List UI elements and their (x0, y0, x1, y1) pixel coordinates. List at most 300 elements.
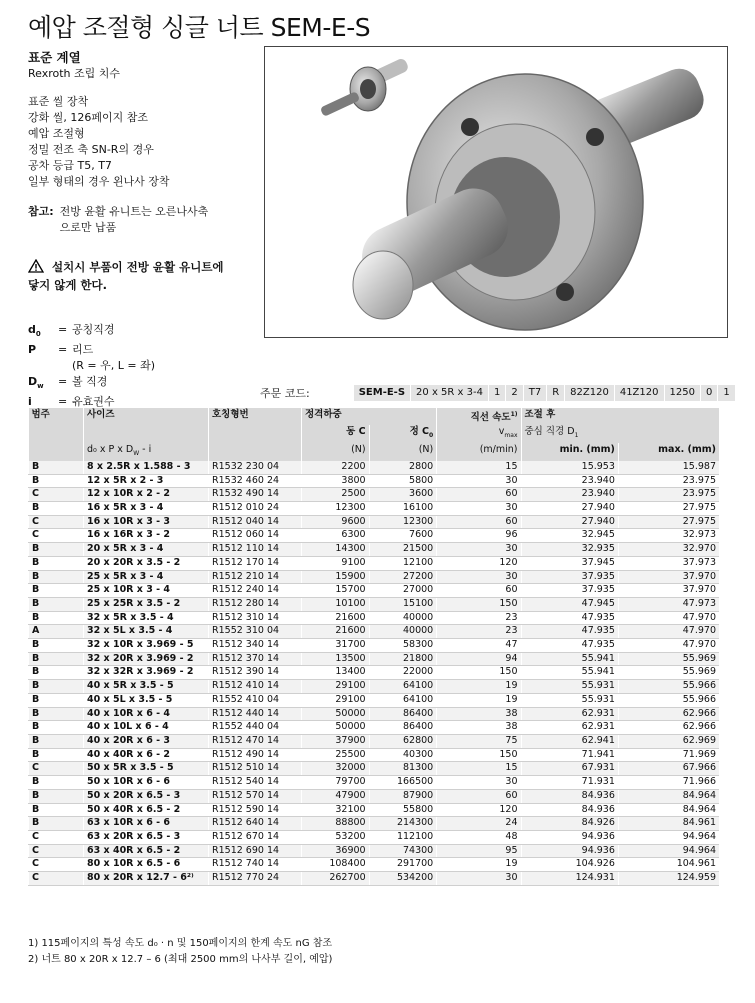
table-cell: 62.931 (521, 707, 618, 721)
note-text: 전방 윤활 유니트는 오른나사축 으로만 납품 (59, 205, 209, 234)
table-cell: 47.945 (521, 597, 618, 611)
table-cell: 32 x 20R x 3.969 - 2 (84, 652, 209, 666)
order-code-cell: 20 x 5R x 3-4 (411, 385, 489, 401)
table-cell: 47.973 (618, 597, 719, 611)
feature-item: 예압 조절형 (28, 127, 85, 140)
table-cell: R1512 310 14 (209, 611, 302, 625)
table-cell: 37.935 (521, 570, 618, 584)
table-cell: 60 (437, 488, 521, 502)
table-cell: 22000 (369, 666, 437, 680)
table-cell: 23.940 (521, 488, 618, 502)
table-row (29, 556, 720, 570)
table-cell: 3600 (369, 488, 437, 502)
table-cell: 21600 (302, 625, 370, 639)
table-cell: 55.966 (618, 693, 719, 707)
table-cell: 84.964 (618, 803, 719, 817)
table-cell: 37.973 (618, 556, 719, 570)
footnote: 2) 너트 80 x 20R x 12.7 – 6 (최대 2500 mm의 나사부 길이, 예압) (28, 954, 333, 965)
table-cell: 37.970 (618, 584, 719, 598)
table-cell: 62800 (369, 735, 437, 749)
table-cell: 214300 (369, 817, 437, 831)
header-vmax: $v_{max}$ (437, 425, 521, 443)
table-row (29, 639, 720, 653)
legend-row: i = 유효권수 (28, 395, 115, 409)
table-cell: C (29, 762, 84, 776)
ball-screw-nut-photo (264, 46, 728, 338)
table-cell: B (29, 584, 84, 598)
table-cell: R1512 410 14 (209, 680, 302, 694)
legend-symbol: d (28, 323, 36, 336)
table-cell: 94 (437, 652, 521, 666)
table-cell: 75 (437, 735, 521, 749)
table-cell: 87900 (369, 789, 437, 803)
table-cell: R1512 690 14 (209, 844, 302, 858)
table-cell: 64100 (369, 680, 437, 694)
table-row (29, 830, 720, 844)
table-cell: R1512 370 14 (209, 652, 302, 666)
table-cell: 47900 (302, 789, 370, 803)
table-cell: 5800 (369, 474, 437, 488)
table-cell: 15.987 (618, 461, 719, 474)
table-cell: 150 (437, 597, 521, 611)
footnotes (28, 936, 332, 968)
table-cell: B (29, 680, 84, 694)
feature-item: 일부 형태의 경우 왼나사 장착 (28, 175, 170, 188)
table-cell: 10100 (302, 597, 370, 611)
table-cell: 60 (437, 584, 521, 598)
table-cell: A (29, 625, 84, 639)
legend-row: $d_0$ = 공칭직경 (28, 322, 155, 342)
table-row (29, 776, 720, 790)
table-cell: C (29, 830, 84, 844)
table-row (29, 858, 720, 872)
feature-item: 정밀 전조 축 SN-R의 경우 (28, 143, 154, 156)
header-static: 정 $C_0$ (369, 425, 437, 443)
table-cell: 47 (437, 639, 521, 653)
table-cell: 23 (437, 625, 521, 639)
legend-symbol: P (28, 343, 37, 357)
table-cell: 71.941 (521, 748, 618, 762)
series-subheading: Rexroth 조립 치수 (28, 67, 121, 80)
table-cell: 2500 (302, 488, 370, 502)
table-cell: 55.931 (521, 680, 618, 694)
table-cell: 32 x 5L x 3.5 - 4 (84, 625, 209, 639)
table-cell: 21800 (369, 652, 437, 666)
table-cell: 71.969 (618, 748, 719, 762)
table-cell: 30 (437, 570, 521, 584)
table-cell: R1512 240 14 (209, 584, 302, 598)
page-title: 예압 조절형 싱글 너트 SEM-E-S (28, 13, 371, 42)
header-load: 정격하중 (302, 408, 437, 425)
table-cell: 40 x 5R x 3.5 - 5 (84, 680, 209, 694)
table-cell: 55.969 (618, 666, 719, 680)
table-cell: 55.969 (618, 652, 719, 666)
table-cell: 15900 (302, 570, 370, 584)
table-cell: 12300 (302, 502, 370, 516)
table-cell: 94.936 (521, 844, 618, 858)
table-cell: 16 x 10R x 3 - 3 (84, 515, 209, 529)
table-cell: R1512 770 24 (209, 872, 302, 886)
table-cell: 40 x 10R x 6 - 4 (84, 707, 209, 721)
table-cell: B (29, 735, 84, 749)
table-cell: 3800 (302, 474, 370, 488)
table-row (29, 461, 720, 474)
table-cell: 40000 (369, 611, 437, 625)
legend-text: (R = 우, L = 좌) (72, 359, 156, 373)
order-code-cell: R (547, 385, 565, 401)
note-label: 참고: (28, 205, 54, 218)
table-cell: R1532 460 24 (209, 474, 302, 488)
table-cell: 81300 (369, 762, 437, 776)
table-cell: 108400 (302, 858, 370, 872)
table-cell: 112100 (369, 830, 437, 844)
table-cell: B (29, 817, 84, 831)
table-cell: 47.935 (521, 611, 618, 625)
table-cell: R1512 570 14 (209, 789, 302, 803)
table-cell: 32.945 (521, 529, 618, 543)
table-cell: 120 (437, 803, 521, 817)
table-cell: R1512 740 14 (209, 858, 302, 872)
table-row (29, 803, 720, 817)
table-cell: 166500 (369, 776, 437, 790)
table-cell: 32000 (302, 762, 370, 776)
header-center-diameter: 중심 직경 $D_1$ (521, 425, 719, 443)
table-cell: 32.973 (618, 529, 719, 543)
table-cell: 24 (437, 817, 521, 831)
table-cell: 8 x 2.5R x 1.588 - 3 (84, 461, 209, 474)
order-code-cell: 41Z120 (615, 385, 665, 401)
table-cell: 50 x 10R x 6 - 6 (84, 776, 209, 790)
table-cell: B (29, 721, 84, 735)
warning (28, 258, 258, 294)
table-cell: 2200 (302, 461, 370, 474)
table-cell: 23.975 (618, 474, 719, 488)
table-cell: 71.931 (521, 776, 618, 790)
table-cell: 50 x 20R x 6.5 - 3 (84, 789, 209, 803)
table-cell: 94.964 (618, 830, 719, 844)
table-cell: 88800 (302, 817, 370, 831)
header-speed: 직선 속도$^{1)}$ (437, 408, 521, 425)
table-cell: 12 x 10R x 2 - 2 (84, 488, 209, 502)
order-code-cell: T7 (524, 385, 547, 401)
table-cell: 25500 (302, 748, 370, 762)
table-row (29, 543, 720, 557)
table-cell: B (29, 597, 84, 611)
table-cell: 37.970 (618, 570, 719, 584)
table-cell: C (29, 515, 84, 529)
table-cell: 30 (437, 543, 521, 557)
table-cell: 47.935 (521, 625, 618, 639)
order-code-cells (354, 385, 736, 401)
table-row (29, 502, 720, 516)
table-cell: R1532 230 04 (209, 461, 302, 474)
table-cell: 9600 (302, 515, 370, 529)
table-cell: 47.970 (618, 639, 719, 653)
table-cell: 2800 (369, 461, 437, 474)
feature-item: 표준 씰 장착 (28, 95, 89, 108)
table-cell: 262700 (302, 872, 370, 886)
table-row (29, 735, 720, 749)
table-cell: 95 (437, 844, 521, 858)
table-cell: 27.975 (618, 515, 719, 529)
table-cell: R1552 410 04 (209, 693, 302, 707)
table-cell: 534200 (369, 872, 437, 886)
table-row (29, 570, 720, 584)
table-cell: 12 x 5R x 2 - 3 (84, 474, 209, 488)
table-cell: 29100 (302, 680, 370, 694)
product-description (28, 50, 258, 294)
legend-symbol: i (28, 395, 32, 409)
table-row (29, 762, 720, 776)
table-cell: B (29, 556, 84, 570)
table-cell: 96 (437, 529, 521, 543)
table-cell: B (29, 748, 84, 762)
table-row (29, 721, 720, 735)
table-cell: 38 (437, 721, 521, 735)
table-cell: 32 x 32R x 3.969 - 2 (84, 666, 209, 680)
table-cell: 50000 (302, 721, 370, 735)
table-cell: 84.926 (521, 817, 618, 831)
order-code-cell: 0 (701, 385, 718, 401)
table-cell: 40 x 20R x 6 - 3 (84, 735, 209, 749)
table-cell: 62.941 (521, 735, 618, 749)
table-cell: 62.931 (521, 721, 618, 735)
table-cell: 38 (437, 707, 521, 721)
table-cell: 150 (437, 748, 521, 762)
table-cell: B (29, 666, 84, 680)
table-cell: 13500 (302, 652, 370, 666)
table-cell: 12100 (369, 556, 437, 570)
table-cell: 40000 (369, 625, 437, 639)
table-cell: 120 (437, 556, 521, 570)
header-adjust: 조절 후 (521, 408, 719, 425)
feature-list (28, 94, 258, 190)
order-code-cell: 1250 (665, 385, 701, 401)
table-cell: 25 x 10R x 3 - 4 (84, 584, 209, 598)
unit-n: (N) (302, 443, 370, 461)
table-cell: 15 (437, 461, 521, 474)
table-cell: R1512 670 14 (209, 830, 302, 844)
order-code-cell: 2 (506, 385, 523, 401)
note (28, 204, 258, 236)
unit-n: (N) (369, 443, 437, 461)
legend-text: 공칭직경 (72, 323, 115, 336)
table-row (29, 789, 720, 803)
table-cell: 25 x 25R x 3.5 - 2 (84, 597, 209, 611)
header-max: max. (mm) (618, 443, 719, 461)
table-cell: R1552 310 04 (209, 625, 302, 639)
table-cell: 40 x 5L x 3.5 - 5 (84, 693, 209, 707)
table-cell: 32 x 5R x 3.5 - 4 (84, 611, 209, 625)
header-dynamic: 동 C (302, 425, 370, 443)
table-cell: R1512 490 14 (209, 748, 302, 762)
header-size: 사이즈 (84, 408, 209, 425)
table-cell: B (29, 461, 84, 474)
table-cell: C (29, 844, 84, 858)
table-cell: 21500 (369, 543, 437, 557)
table-cell: R1512 590 14 (209, 803, 302, 817)
table-cell: 64100 (369, 693, 437, 707)
table-cell: 291700 (369, 858, 437, 872)
table-cell: R1512 340 14 (209, 639, 302, 653)
table-cell: 32 x 10R x 3.969 - 5 (84, 639, 209, 653)
table-row (29, 515, 720, 529)
table-cell: R1512 390 14 (209, 666, 302, 680)
legend-row: $D_w$ = 볼 직경 (28, 374, 155, 394)
table-cell: 62.966 (618, 721, 719, 735)
table-cell: 19 (437, 693, 521, 707)
order-code-cell: 1 (489, 385, 506, 401)
table-cell: 9100 (302, 556, 370, 570)
table-cell: 124.931 (521, 872, 618, 886)
warning-triangle-icon (28, 259, 44, 273)
table-row (29, 584, 720, 598)
table-cell: R1512 470 14 (209, 735, 302, 749)
table-cell: R1512 280 14 (209, 597, 302, 611)
table-row (29, 488, 720, 502)
legend-text: 리드 (72, 343, 94, 357)
warning-line-1: 설치시 부품이 전방 윤활 유니트에 (52, 260, 224, 274)
table-row (29, 652, 720, 666)
table-cell: 50000 (302, 707, 370, 721)
table-cell: 47.935 (521, 639, 618, 653)
table-cell: 37900 (302, 735, 370, 749)
table-cell: 6300 (302, 529, 370, 543)
table-cell: 36900 (302, 844, 370, 858)
table-cell: 20 x 5R x 3 - 4 (84, 543, 209, 557)
table-cell: 30 (437, 502, 521, 516)
table-cell: 55800 (369, 803, 437, 817)
table-cell: 16 x 16R x 3 - 2 (84, 529, 209, 543)
table-cell: 14300 (302, 543, 370, 557)
table-cell: 86400 (369, 721, 437, 735)
table-cell: B (29, 789, 84, 803)
table-cell: R1512 640 14 (209, 817, 302, 831)
table-cell: 55.931 (521, 693, 618, 707)
table-cell: 150 (437, 666, 521, 680)
table-cell: 19 (437, 680, 521, 694)
table-row (29, 666, 720, 680)
table-cell: B (29, 639, 84, 653)
legend-symbol: D (28, 375, 38, 389)
table-cell: 60 (437, 789, 521, 803)
table-cell: 124.959 (618, 872, 719, 886)
table-cell: 55.941 (521, 652, 618, 666)
table-cell: 79700 (302, 776, 370, 790)
table-cell: R1512 040 14 (209, 515, 302, 529)
table-cell: 23.975 (618, 488, 719, 502)
spec-table (28, 408, 719, 886)
table-cell: B (29, 693, 84, 707)
table-row (29, 707, 720, 721)
table-cell: 7600 (369, 529, 437, 543)
table-cell: 23.940 (521, 474, 618, 488)
order-code-label: 주문 코드: (260, 387, 310, 400)
table-cell: 27000 (369, 584, 437, 598)
table-cell: 63 x 40R x 6.5 - 2 (84, 844, 209, 858)
symbol-legend (28, 322, 155, 410)
table-cell: B (29, 502, 84, 516)
table-cell: 71.966 (618, 776, 719, 790)
header-code: 호칭형번 (209, 408, 302, 425)
table-cell: 15100 (369, 597, 437, 611)
table-cell: 80 x 20R x 12.7 - 6²⁾ (84, 872, 209, 886)
table-cell: 30 (437, 776, 521, 790)
table-cell: 27.940 (521, 515, 618, 529)
table-cell: R1512 440 14 (209, 707, 302, 721)
legend-text: 유효권수 (72, 395, 115, 409)
legend-row: P = 리드 (28, 343, 94, 357)
table-row (29, 693, 720, 707)
table-cell: 19 (437, 858, 521, 872)
table-cell: 58300 (369, 639, 437, 653)
table-cell: 84.964 (618, 789, 719, 803)
table-cell: R1512 210 14 (209, 570, 302, 584)
table-cell: 84.961 (618, 817, 719, 831)
table-cell: C (29, 872, 84, 886)
table-cell: R1512 060 14 (209, 529, 302, 543)
table-cell: R1512 510 14 (209, 762, 302, 776)
table-row (29, 872, 720, 886)
table-cell: 84.936 (521, 803, 618, 817)
header-min: min. (mm) (521, 443, 618, 461)
table-cell: B (29, 776, 84, 790)
table-cell: 62.966 (618, 707, 719, 721)
header-size-formula: d₀ x P x $D_W$ - i (84, 443, 209, 461)
table-cell: B (29, 707, 84, 721)
table-cell: B (29, 474, 84, 488)
table-cell: B (29, 570, 84, 584)
feature-item: 강화 씰, 126페이지 참조 (28, 111, 148, 124)
table-cell: B (29, 611, 84, 625)
table-cell: 47.970 (618, 625, 719, 639)
table-cell: B (29, 543, 84, 557)
table-cell: 21600 (302, 611, 370, 625)
table-cell: R1552 440 04 (209, 721, 302, 735)
table-cell: 15.953 (521, 461, 618, 474)
table-cell: 55.941 (521, 666, 618, 680)
order-code-cell: 82Z120 (565, 385, 615, 401)
table-cell: 50 x 40R x 6.5 - 2 (84, 803, 209, 817)
table-cell: 53200 (302, 830, 370, 844)
table-cell: R1512 010 24 (209, 502, 302, 516)
table-cell: 55.966 (618, 680, 719, 694)
table-cell: C (29, 858, 84, 872)
table-cell: R1532 490 14 (209, 488, 302, 502)
table-cell: 86400 (369, 707, 437, 721)
table-row (29, 625, 720, 639)
feature-item: 공차 등급 T5, T7 (28, 159, 112, 172)
table-cell: 63 x 10R x 6 - 6 (84, 817, 209, 831)
table-cell: 47.970 (618, 611, 719, 625)
table-row (29, 597, 720, 611)
table-row (29, 817, 720, 831)
table-cell: 50 x 5R x 3.5 - 5 (84, 762, 209, 776)
table-cell: C (29, 488, 84, 502)
table-cell: 27200 (369, 570, 437, 584)
order-code-cell: SEM-E-S (354, 385, 411, 401)
table-row (29, 529, 720, 543)
table-cell: 30 (437, 474, 521, 488)
table-cell: 48 (437, 830, 521, 844)
table-cell: 13400 (302, 666, 370, 680)
table-row (29, 474, 720, 488)
table-cell: 40300 (369, 748, 437, 762)
table-cell: 104.961 (618, 858, 719, 872)
table-cell: 74300 (369, 844, 437, 858)
table-cell: 25 x 5R x 3 - 4 (84, 570, 209, 584)
table-cell: R1512 110 14 (209, 543, 302, 557)
